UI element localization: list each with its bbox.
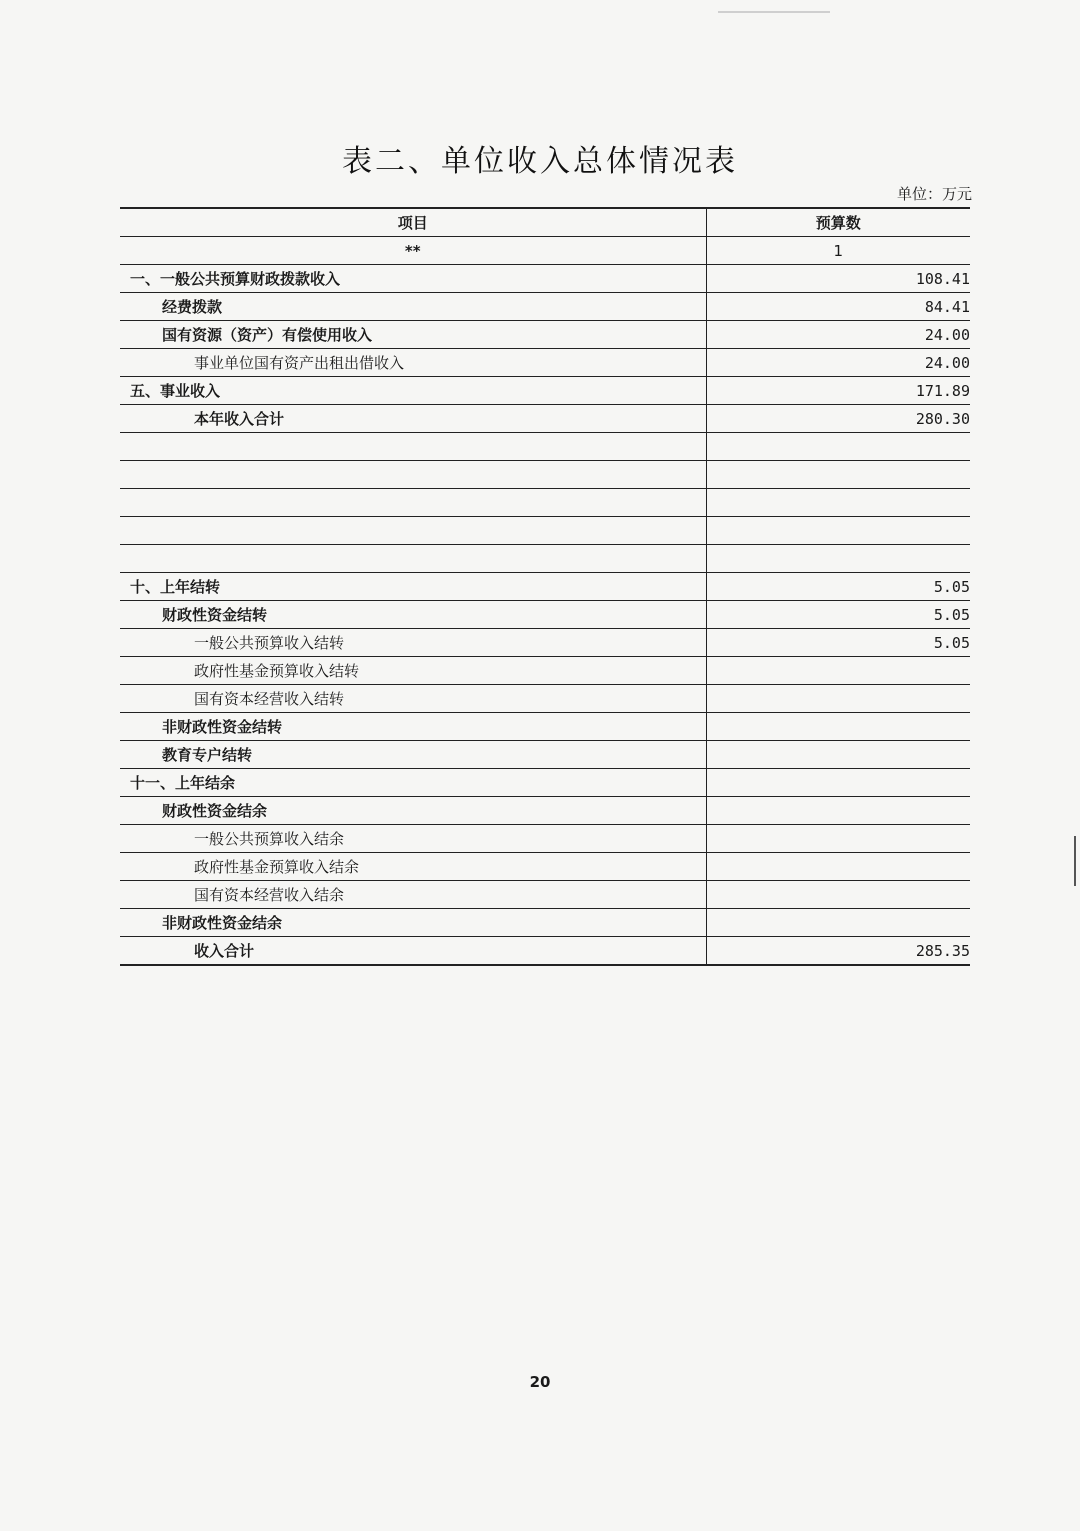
table-row [120, 321, 970, 349]
row-amount [706, 909, 970, 937]
scan-mark [718, 11, 830, 13]
table-row [120, 909, 970, 937]
table-row [120, 629, 970, 657]
row-amount: 5.05 [706, 629, 970, 657]
row-amount [706, 825, 970, 853]
row-item: 经费拨款 [120, 293, 706, 321]
index-item: ** [120, 237, 706, 265]
row-item [120, 461, 706, 489]
row-item: 一、一般公共预算财政拨款收入 [120, 265, 706, 293]
row-item: 政府性基金预算收入结余 [120, 853, 706, 881]
table-row [120, 881, 970, 909]
row-amount: 84.41 [706, 293, 970, 321]
row-item: 教育专户结转 [120, 741, 706, 769]
row-item [120, 489, 706, 517]
row-item: 政府性基金预算收入结转 [120, 657, 706, 685]
table-row-empty [120, 489, 970, 517]
page-title: 表二、单位收入总体情况表 [342, 144, 738, 179]
table-row [120, 601, 970, 629]
row-item: 本年收入合计 [120, 405, 706, 433]
row-item: 财政性资金结余 [120, 797, 706, 825]
table-row [120, 573, 970, 601]
index-row [120, 237, 970, 265]
row-item: 国有资本经营收入结转 [120, 685, 706, 713]
index-budget: 1 [706, 237, 970, 265]
row-item: 五、事业收入 [120, 377, 706, 405]
row-amount: 171.89 [706, 377, 970, 405]
row-amount [706, 461, 970, 489]
row-amount: 5.05 [706, 601, 970, 629]
table-row [120, 713, 970, 741]
row-item: 财政性资金结转 [120, 601, 706, 629]
table-row-empty [120, 545, 970, 573]
row-amount [706, 489, 970, 517]
income-table [120, 207, 970, 966]
table-row [120, 657, 970, 685]
header-item: 项目 [120, 208, 706, 237]
header-budget: 预算数 [706, 208, 970, 237]
row-item: 非财政性资金结转 [120, 713, 706, 741]
table-row [120, 377, 970, 405]
row-amount: 24.00 [706, 349, 970, 377]
row-item: 非财政性资金结余 [120, 909, 706, 937]
total-row [120, 937, 970, 966]
row-item: 事业单位国有资产出租出借收入 [120, 349, 706, 377]
row-amount [706, 741, 970, 769]
table-row [120, 349, 970, 377]
table-row [120, 741, 970, 769]
row-amount [706, 853, 970, 881]
row-item: 收入合计 [120, 937, 706, 966]
row-amount: 24.00 [706, 321, 970, 349]
table-row [120, 685, 970, 713]
row-item: 国有资本经营收入结余 [120, 881, 706, 909]
row-item: 十一、上年结余 [120, 769, 706, 797]
row-amount: 108.41 [706, 265, 970, 293]
row-item [120, 517, 706, 545]
row-amount: 5.05 [706, 573, 970, 601]
row-amount [706, 769, 970, 797]
row-amount [706, 517, 970, 545]
table-row-empty [120, 517, 970, 545]
table-row [120, 265, 970, 293]
table-row [120, 797, 970, 825]
table-row-empty [120, 433, 970, 461]
table-row-empty [120, 461, 970, 489]
row-item: 十、上年结转 [120, 573, 706, 601]
row-amount [706, 797, 970, 825]
page-number: 20 [529, 1373, 551, 1391]
row-item: 一般公共预算收入结转 [120, 629, 706, 657]
scan-edge-mark [1074, 836, 1076, 886]
row-item: 国有资源（资产）有偿使用收入 [120, 321, 706, 349]
row-item [120, 545, 706, 573]
table-row [120, 293, 970, 321]
table-row [120, 825, 970, 853]
unit-label: 单位：万元 [896, 185, 972, 203]
row-amount [706, 545, 970, 573]
header-row [120, 208, 970, 237]
row-item: 一般公共预算收入结余 [120, 825, 706, 853]
row-amount [706, 657, 970, 685]
row-amount [706, 713, 970, 741]
table-row [120, 853, 970, 881]
table-row [120, 769, 970, 797]
row-amount [706, 881, 970, 909]
row-amount [706, 685, 970, 713]
row-amount: 280.30 [706, 405, 970, 433]
row-amount: 285.35 [706, 937, 970, 966]
row-amount [706, 433, 970, 461]
table-row [120, 405, 970, 433]
row-item [120, 433, 706, 461]
